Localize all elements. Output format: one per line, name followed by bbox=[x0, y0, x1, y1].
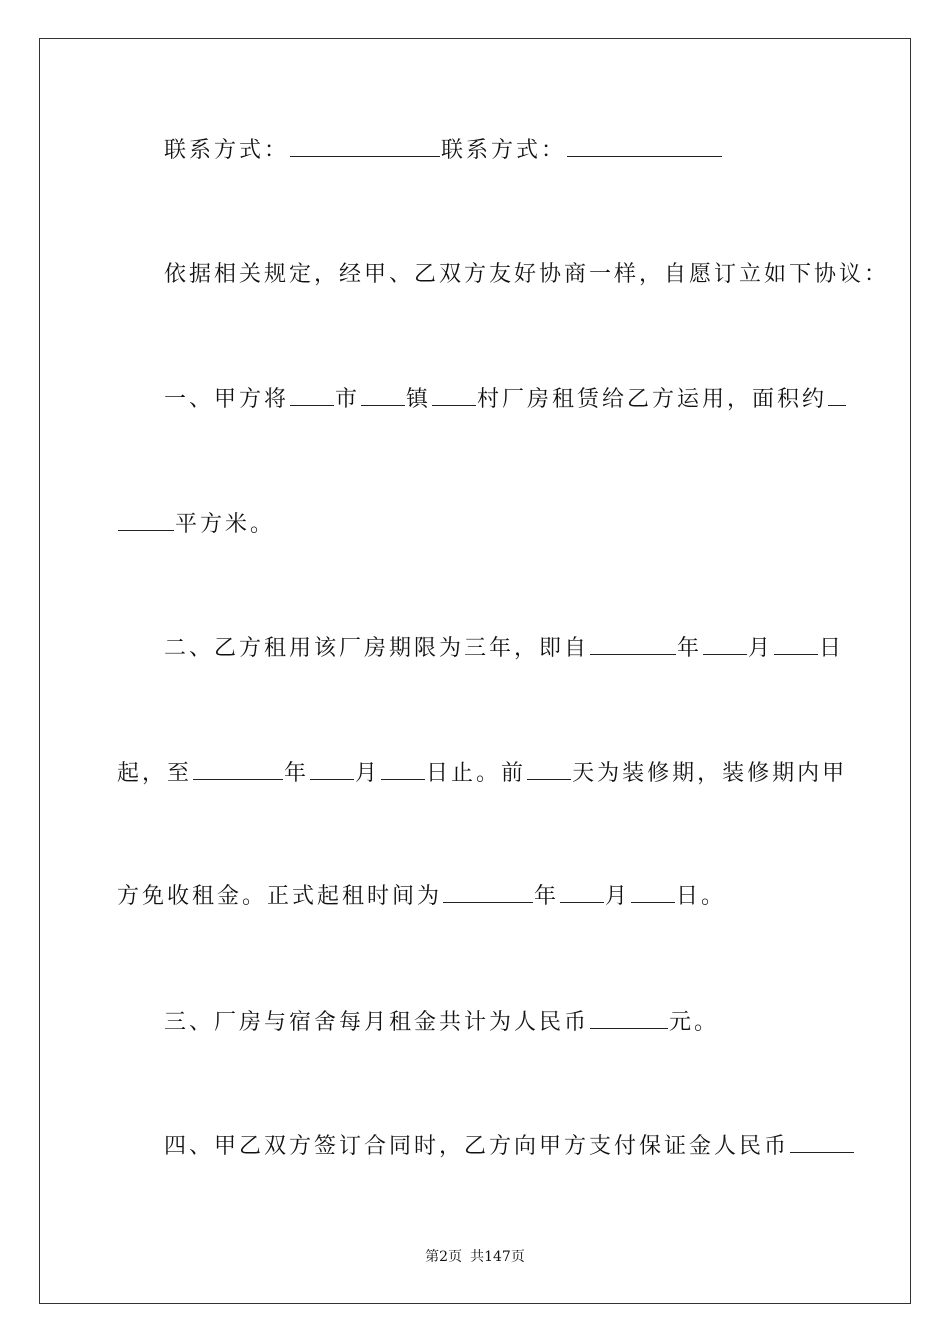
clause-1-text: 一、甲方将 bbox=[164, 387, 290, 412]
area-blank-start bbox=[828, 385, 846, 406]
renovation-days-blank bbox=[527, 759, 571, 780]
clause-3-unit: 元。 bbox=[669, 1010, 720, 1035]
contact-label-a: 联系方式： bbox=[164, 138, 290, 163]
clause-2-month: 月 bbox=[748, 636, 774, 661]
clause-2-rent-year: 年 bbox=[534, 884, 560, 909]
start-year-blank bbox=[590, 634, 676, 655]
intro-text: 依据相关规定，经甲、乙双方友好协商一样，自愿订立如下协议： bbox=[164, 262, 890, 287]
page-total: 共147页 bbox=[470, 1249, 525, 1265]
clause-2-line-1 bbox=[117, 634, 884, 664]
clause-1-line-1 bbox=[117, 385, 884, 415]
contact-blank-a bbox=[290, 136, 440, 157]
clause-1-town: 镇 bbox=[406, 387, 432, 412]
end-year-blank bbox=[193, 759, 283, 780]
end-month-blank bbox=[310, 759, 354, 780]
clause-4-text: 四、甲乙双方签订合同时，乙方向甲方支付保证金人民币 bbox=[164, 1134, 790, 1159]
deposit-blank bbox=[790, 1132, 854, 1153]
clause-4-line bbox=[117, 1132, 884, 1162]
rent-day-blank bbox=[631, 882, 675, 903]
clause-3-text: 三、厂房与宿舍每月租金共计为人民币 bbox=[164, 1010, 590, 1035]
clause-1-city: 市 bbox=[335, 387, 361, 412]
city-blank bbox=[290, 385, 334, 406]
monthly-rent-blank bbox=[590, 1008, 668, 1029]
village-blank bbox=[432, 385, 476, 406]
page-number: 第2页 bbox=[425, 1249, 463, 1265]
clause-2-line-3 bbox=[117, 882, 837, 912]
clause-2-year: 年 bbox=[677, 636, 703, 661]
clause-1-area-text: 村厂房租赁给乙方运用，面积约 bbox=[477, 387, 828, 412]
town-blank bbox=[361, 385, 405, 406]
clause-2-line-2 bbox=[117, 759, 848, 789]
clause-2-renovation-text: 天为装修期，装修期内甲 bbox=[572, 761, 848, 786]
start-month-blank bbox=[703, 634, 747, 655]
contact-line bbox=[117, 136, 884, 166]
intro-paragraph bbox=[117, 260, 890, 290]
rent-year-blank bbox=[443, 882, 533, 903]
end-day-blank bbox=[381, 759, 425, 780]
page-border bbox=[39, 38, 911, 1304]
clause-2-end-day: 日止。前 bbox=[426, 761, 527, 786]
contact-label-b: 联系方式： bbox=[441, 138, 567, 163]
clause-2-rent-day: 日。 bbox=[676, 884, 727, 909]
clause-2-day: 日 bbox=[819, 636, 845, 661]
clause-2-rent-month: 月 bbox=[605, 884, 631, 909]
clause-2-end-month: 月 bbox=[355, 761, 381, 786]
rent-month-blank bbox=[560, 882, 604, 903]
page-footer bbox=[0, 1246, 950, 1266]
clause-1-unit: 平方米。 bbox=[175, 512, 276, 537]
contact-blank-b bbox=[567, 136, 722, 157]
clause-2-end-year: 年 bbox=[284, 761, 310, 786]
clause-2-text: 二、乙方租用该厂房期限为三年，即自 bbox=[164, 636, 590, 661]
area-blank-end bbox=[118, 510, 174, 531]
start-day-blank bbox=[774, 634, 818, 655]
clause-1-line-2 bbox=[117, 510, 837, 540]
clause-2-end-text: 起，至 bbox=[117, 761, 193, 786]
clause-3-line bbox=[117, 1008, 884, 1038]
clause-2-rent-start-text: 方免收租金。正式起租时间为 bbox=[117, 884, 443, 909]
